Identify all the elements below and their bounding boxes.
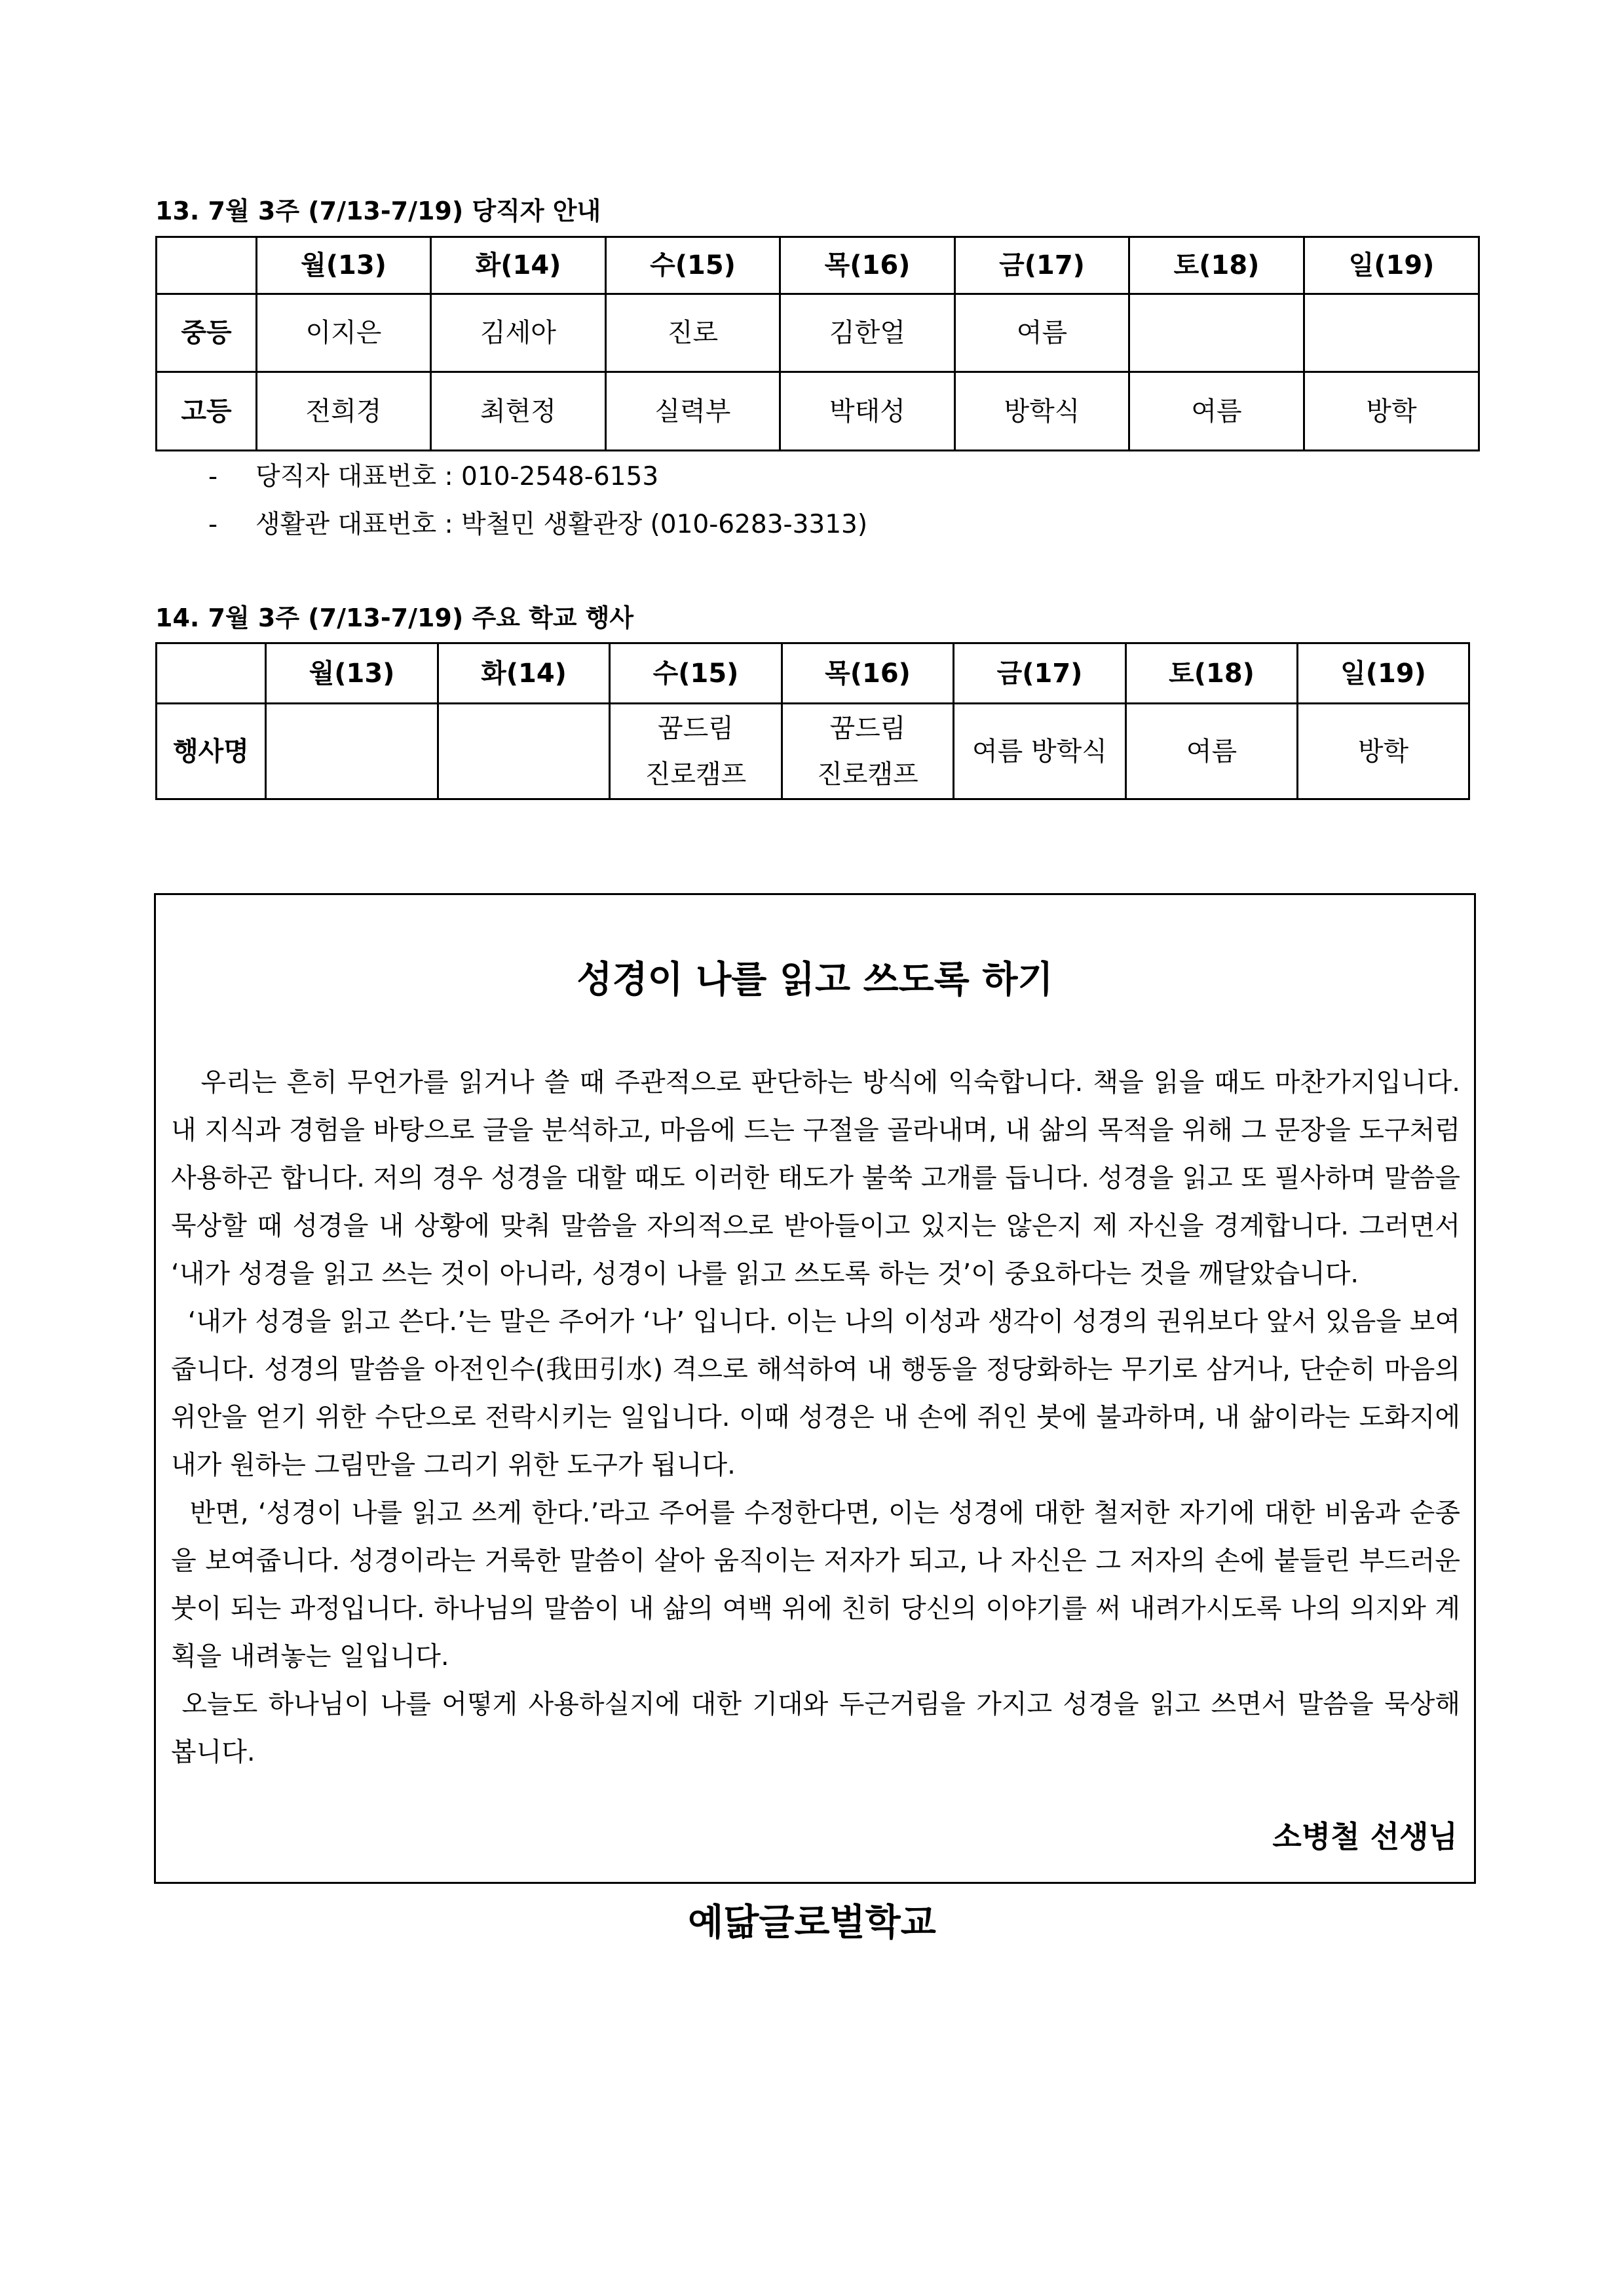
- duty-row-label: 중등: [157, 294, 257, 372]
- duty-day-header: 수(15): [606, 237, 780, 294]
- duty-cell: 전희경: [257, 372, 431, 451]
- duty-cell: 최현정: [431, 372, 606, 451]
- events-table: [155, 642, 1470, 800]
- duty-cell: 김세아: [431, 294, 606, 372]
- devotional-body: [171, 1059, 1469, 1776]
- devotional-title: 성경이 나를 읽고 쓰도록 하기: [576, 959, 1053, 1001]
- events-day-header: 월(13): [266, 643, 438, 704]
- duty-cell: [1129, 294, 1304, 372]
- duty-cell: 방학식: [955, 372, 1129, 451]
- note-text: 당직자 대표번호 : 010-2548-6153: [255, 462, 659, 491]
- devotional-paragraph: 오늘도 하나님이 나를 어떻게 사용하실지에 대한 기대와 두근거림을 가지고 성경을 읽고 쓰면서 말씀을 묵상해 봅니다.: [171, 1689, 1469, 1767]
- duty-cell: 진로: [606, 294, 780, 372]
- events-day-header: 금(17): [954, 643, 1126, 704]
- events-day-header: 화(14): [438, 643, 610, 704]
- event-line: 방학: [1357, 736, 1409, 767]
- events-row-label: 행사명: [157, 704, 266, 799]
- duty-cell: 실력부: [606, 372, 780, 451]
- duty-cell: [1304, 294, 1479, 372]
- note-dash: -: [208, 510, 218, 539]
- event-cell: [954, 704, 1126, 799]
- duty-row-middle: [157, 294, 1479, 372]
- devotional-signature: 소병철 선생님: [1272, 1819, 1458, 1854]
- school-name: 예닮글로벌학교: [688, 1902, 936, 1944]
- event-cell: [1298, 704, 1469, 799]
- duty-day-header: 월(13): [257, 237, 431, 294]
- duty-cell: 김한얼: [780, 294, 955, 372]
- duty-row-label: 고등: [157, 372, 257, 451]
- note-dash: -: [208, 462, 218, 491]
- duty-day-header: 토(18): [1129, 237, 1304, 294]
- events-corner-cell: [157, 643, 266, 704]
- event-line: 꿈드림: [829, 713, 906, 744]
- duty-corner-cell: [157, 237, 257, 294]
- duty-cell: 박태성: [780, 372, 955, 451]
- duty-day-header: 금(17): [955, 237, 1129, 294]
- duty-row-high: [157, 372, 1479, 451]
- duty-day-header: 화(14): [431, 237, 606, 294]
- event-cell: [610, 704, 782, 799]
- duty-day-header: 목(16): [780, 237, 955, 294]
- event-cell: [782, 704, 954, 799]
- duty-section-title: 13. 7월 3주 (7/13-7/19) 당직자 안내: [155, 197, 601, 225]
- events-day-header: 일(19): [1298, 643, 1469, 704]
- devotional-paragraph: 반면, ‘성경이 나를 읽고 쓰게 한다.’라고 주어를 수정한다면, 이는 성경에 대한 철저한 자기에 대한 비움과 순종을 보여줍니다. 성경이라는 거룩한 말씀이 살아 움직이는 저자가 되고, 나 자신은 그 저자의 손에 붙들린 부드러운 붓이 되는 과정입니다. 하나님의 말씀이 내 삶의 여백 위에 친히 당신의 이야기를 써 내려가시도록 나의 의지와 계획을 내려놓는 일입니다.: [171, 1498, 1469, 1672]
- duty-cell: 여름: [955, 294, 1129, 372]
- event-line: 꿈드림: [658, 713, 734, 744]
- duty-cell: 여름: [1129, 372, 1304, 451]
- event-line: 진로캠프: [817, 759, 918, 790]
- devotional-paragraph: ‘내가 성경을 읽고 쓴다.’는 말은 주어가 ‘나’ 입니다. 이는 나의 이성과 생각이 성경의 권위보다 앞서 있음을 보여줍니다. 성경의 말씀을 아전인수(我田引水) 격으로 해석하여 내 행동을 정당화하는 무기로 삼거나, 단순히 마음의 위안을 얻기 위한 수단으로 전락시키는 일입니다. 이때 성경은 내 손에 쥐인 붓에 불과하며, 내 삶이라는 도화지에 내가 원하는 그림만을 그리기 위한 도구가 됩니다.: [171, 1307, 1469, 1480]
- event-cell: [438, 704, 610, 799]
- events-day-header: 목(16): [782, 643, 954, 704]
- events-day-header: 수(15): [610, 643, 782, 704]
- duty-day-header: 일(19): [1304, 237, 1479, 294]
- duty-header-row: [157, 237, 1479, 294]
- event-line: 진로캠프: [645, 759, 747, 790]
- duty-cell: 방학: [1304, 372, 1479, 451]
- event-cell: [266, 704, 438, 799]
- note-text: 생활관 대표번호 : 박철민 생활관장 (010-6283-3313): [255, 510, 868, 539]
- events-day-header: 토(18): [1126, 643, 1298, 704]
- event-cell: [1126, 704, 1298, 799]
- devotional-paragraph: 우리는 흔히 무언가를 읽거나 쓸 때 주관적으로 판단하는 방식에 익숙합니다. 책을 읽을 때도 마찬가지입니다. 내 지식과 경험을 바탕으로 글을 분석하고, 마음에 드는 구절을 골라내며, 내 삶의 목적을 위해 그 문장을 도구처럼 사용하곤 합니다. 저의 경우 성경을 대할 때도 이러한 태도가 불쑥 고개를 듭니다. 성경을 읽고 또 필사하며 말씀을 묵상할 때 성경을 내 상황에 맞춰 말씀을 자의적으로 받아들이고 있지는 않은지 제 자신을 경계합니다. 그러면서 ‘내가 성경을 읽고 쓰는 것이 아니라, 성경이 나를 읽고 쓰도록 하는 것’이 중요하다는 것을 깨달았습니다.: [171, 1067, 1469, 1289]
- events-row: [157, 704, 1469, 799]
- events-section-title: 14. 7월 3주 (7/13-7/19) 주요 학교 행사: [155, 603, 634, 632]
- devotional-box: [154, 893, 1476, 1884]
- duty-cell: 이지은: [257, 294, 431, 372]
- event-line: 여름 방학식: [972, 736, 1107, 767]
- duty-table: [155, 236, 1480, 451]
- events-header-row: [157, 643, 1469, 704]
- event-line: 여름: [1186, 736, 1237, 767]
